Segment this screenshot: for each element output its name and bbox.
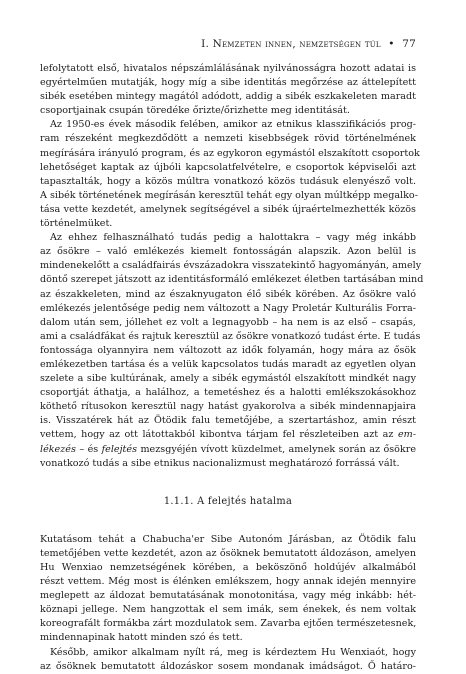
text-line: Később, amikor alkalmam nyílt rá, meg is kérdeztem Hu Wenxiaót, hogy: [50, 646, 416, 658]
text-line-with-emphasis: vettem, hogy az ott látottakból kibontva tárjam fel részleteiben azt az em-: [40, 429, 416, 441]
page-number: 77: [402, 38, 416, 50]
text-line: részt vettem. Még most is élénken emlékszem, hogy annak idején mennyire: [40, 576, 416, 588]
text-line: fontossága olyannyira nem változott az idők folyamán, hogy mára az ősök: [40, 344, 416, 356]
body-text: [40, 62, 424, 674]
bullet-separator: •: [388, 38, 395, 50]
text-line: emlékezés jelentősége pedig nem változott a Nagy Proletár Kulturális Forra-: [40, 302, 416, 314]
text-line: tása vette kezdetét, amelynek segítségével a sibék újraértelmezhették közös: [40, 203, 416, 215]
text-line: Kutatásom tehát a Chabucha'er Sibe Autonóm Járásban, az Ötödik falu: [40, 533, 416, 545]
text-line: meglepett az áldozat bemutatásának monotonitása, vagy még inkább: hét-: [40, 590, 416, 602]
emphasis: felejtés: [101, 443, 138, 455]
text-line: történelmüket.: [40, 218, 113, 230]
text-line: vonatkozó tudás a sibe etnikus nacionalizmust meghatározó forrássá vált.: [40, 457, 400, 469]
running-title: I. Nemzeten innen, nemzetségen túl: [201, 38, 381, 50]
text-line: mindennapinak hatott minden szó és tett.: [40, 632, 243, 644]
text-line: tapasztalták, hogy a közös múltra vonatkozó közös tudásuk elenyésző volt.: [40, 175, 416, 187]
text-line: egyértelműen mutatják, hogy míg a sibe identitás megőrzése az áttelepített: [40, 77, 416, 89]
text-line: szelete a sibe kultúrának, amely a sibék egymástól elszakított mindkét nagy: [40, 373, 416, 385]
text-line: lefolytatott első, hivatalos népszámlálásának nyilvánosságra hozott adatai is: [40, 63, 416, 74]
text-line: döntő szerepet játszott az identitásformáló emlékezet életben tartásában mind: [40, 274, 424, 286]
text-line: az ősöknek bemutatott áldozáskor sosem mondanak imádságot. Ő határo-: [40, 660, 416, 672]
text-line: megírására irányuló program, és az egykoron egymástól elszakított csoportok: [40, 147, 420, 159]
text-line: csoportjainak csupán töredéke őrizte/őrizhette meg identitását.: [40, 105, 350, 117]
text-line: Az ehhez felhasználható tudás pedig a halottakra – vagy még inkább: [50, 232, 416, 244]
emphasis: lékezés: [40, 443, 76, 455]
text-line: Az 1950-es évek második felében, amikor az etnikus klasszifikációs prog-: [50, 119, 416, 131]
text-line: ram részeként megkezdődött a nemzeti kisebbségek rövid történelmének: [40, 133, 416, 145]
text-line: lehetőséget kaptak az újbóli kapcsolatfelvételre, e csoportok képviselői azt: [40, 161, 416, 173]
text-line: köznapi jellege. Nem hangzottak el sem imák, sem énekek, és nem voltak: [40, 604, 416, 616]
spacer: [40, 509, 416, 533]
text-line: ami a családfákat és rajtuk keresztül az ősökre vonatkozó tudást érte. E tudás: [40, 330, 421, 342]
text-line: A sibék történetének megírásán keresztül tehát egy olyan múltképp megalko-: [40, 189, 418, 201]
emphasis: em-: [397, 429, 416, 441]
text-line: az északkeleten, mind az északnyugaton élő sibék körében. Az ősökre való: [40, 288, 416, 300]
text-line: Hu Wenxiao nemzetségének körében, a beköszönő holdújév alkalmából: [40, 562, 416, 573]
text-line: emlékezetben tartása és a velük kapcsolatos tudás maradt az egyetlen olyan: [40, 358, 416, 370]
text-line: az ősökre – való emlékezés kiemelt fontosságán alapszik. Azon belül is: [40, 246, 416, 258]
text-line: temetőjében vette kezdetét, azon az ősöknek bemutatott áldozáson, amelyen: [40, 547, 416, 559]
text-line: mindenekelőtt a családfairás évszázadokra visszatekintő hagyományán, amely: [40, 260, 422, 272]
spacer: [40, 471, 416, 495]
text-line-with-emphasis: lékezés – és felejtés mezsgyéjén vívott küzdelmet, amelynek során az ősökre: [40, 443, 417, 455]
text-line: köthető rítusokon keresztül nagy hatást gyakorolva a sibék mindennapjaira: [40, 401, 416, 413]
text-line: sibék esetében mintegy magától adódott, addig a sibék eszkakeleten maradt: [40, 91, 416, 103]
text-line: koreografált formákba zárt mozdulatok sem. Zavarba ejtően természetesnek,: [40, 618, 417, 630]
running-head: [40, 38, 416, 50]
section-heading: 1.1.1. A felejtés hatalma: [163, 495, 293, 507]
text-line: dalom után sem, jóllehet ez volt a legnagyobb – ha nem is az első – csapás,: [40, 316, 416, 328]
text-line: csoportját áthatja, a halálhoz, a temetéshez és a halotti emlékszokásokhoz: [40, 387, 416, 399]
text-line: is. Visszatérek hát az Ötödik falu temetőjébe, a szertartáshoz, amin részt: [40, 415, 416, 427]
